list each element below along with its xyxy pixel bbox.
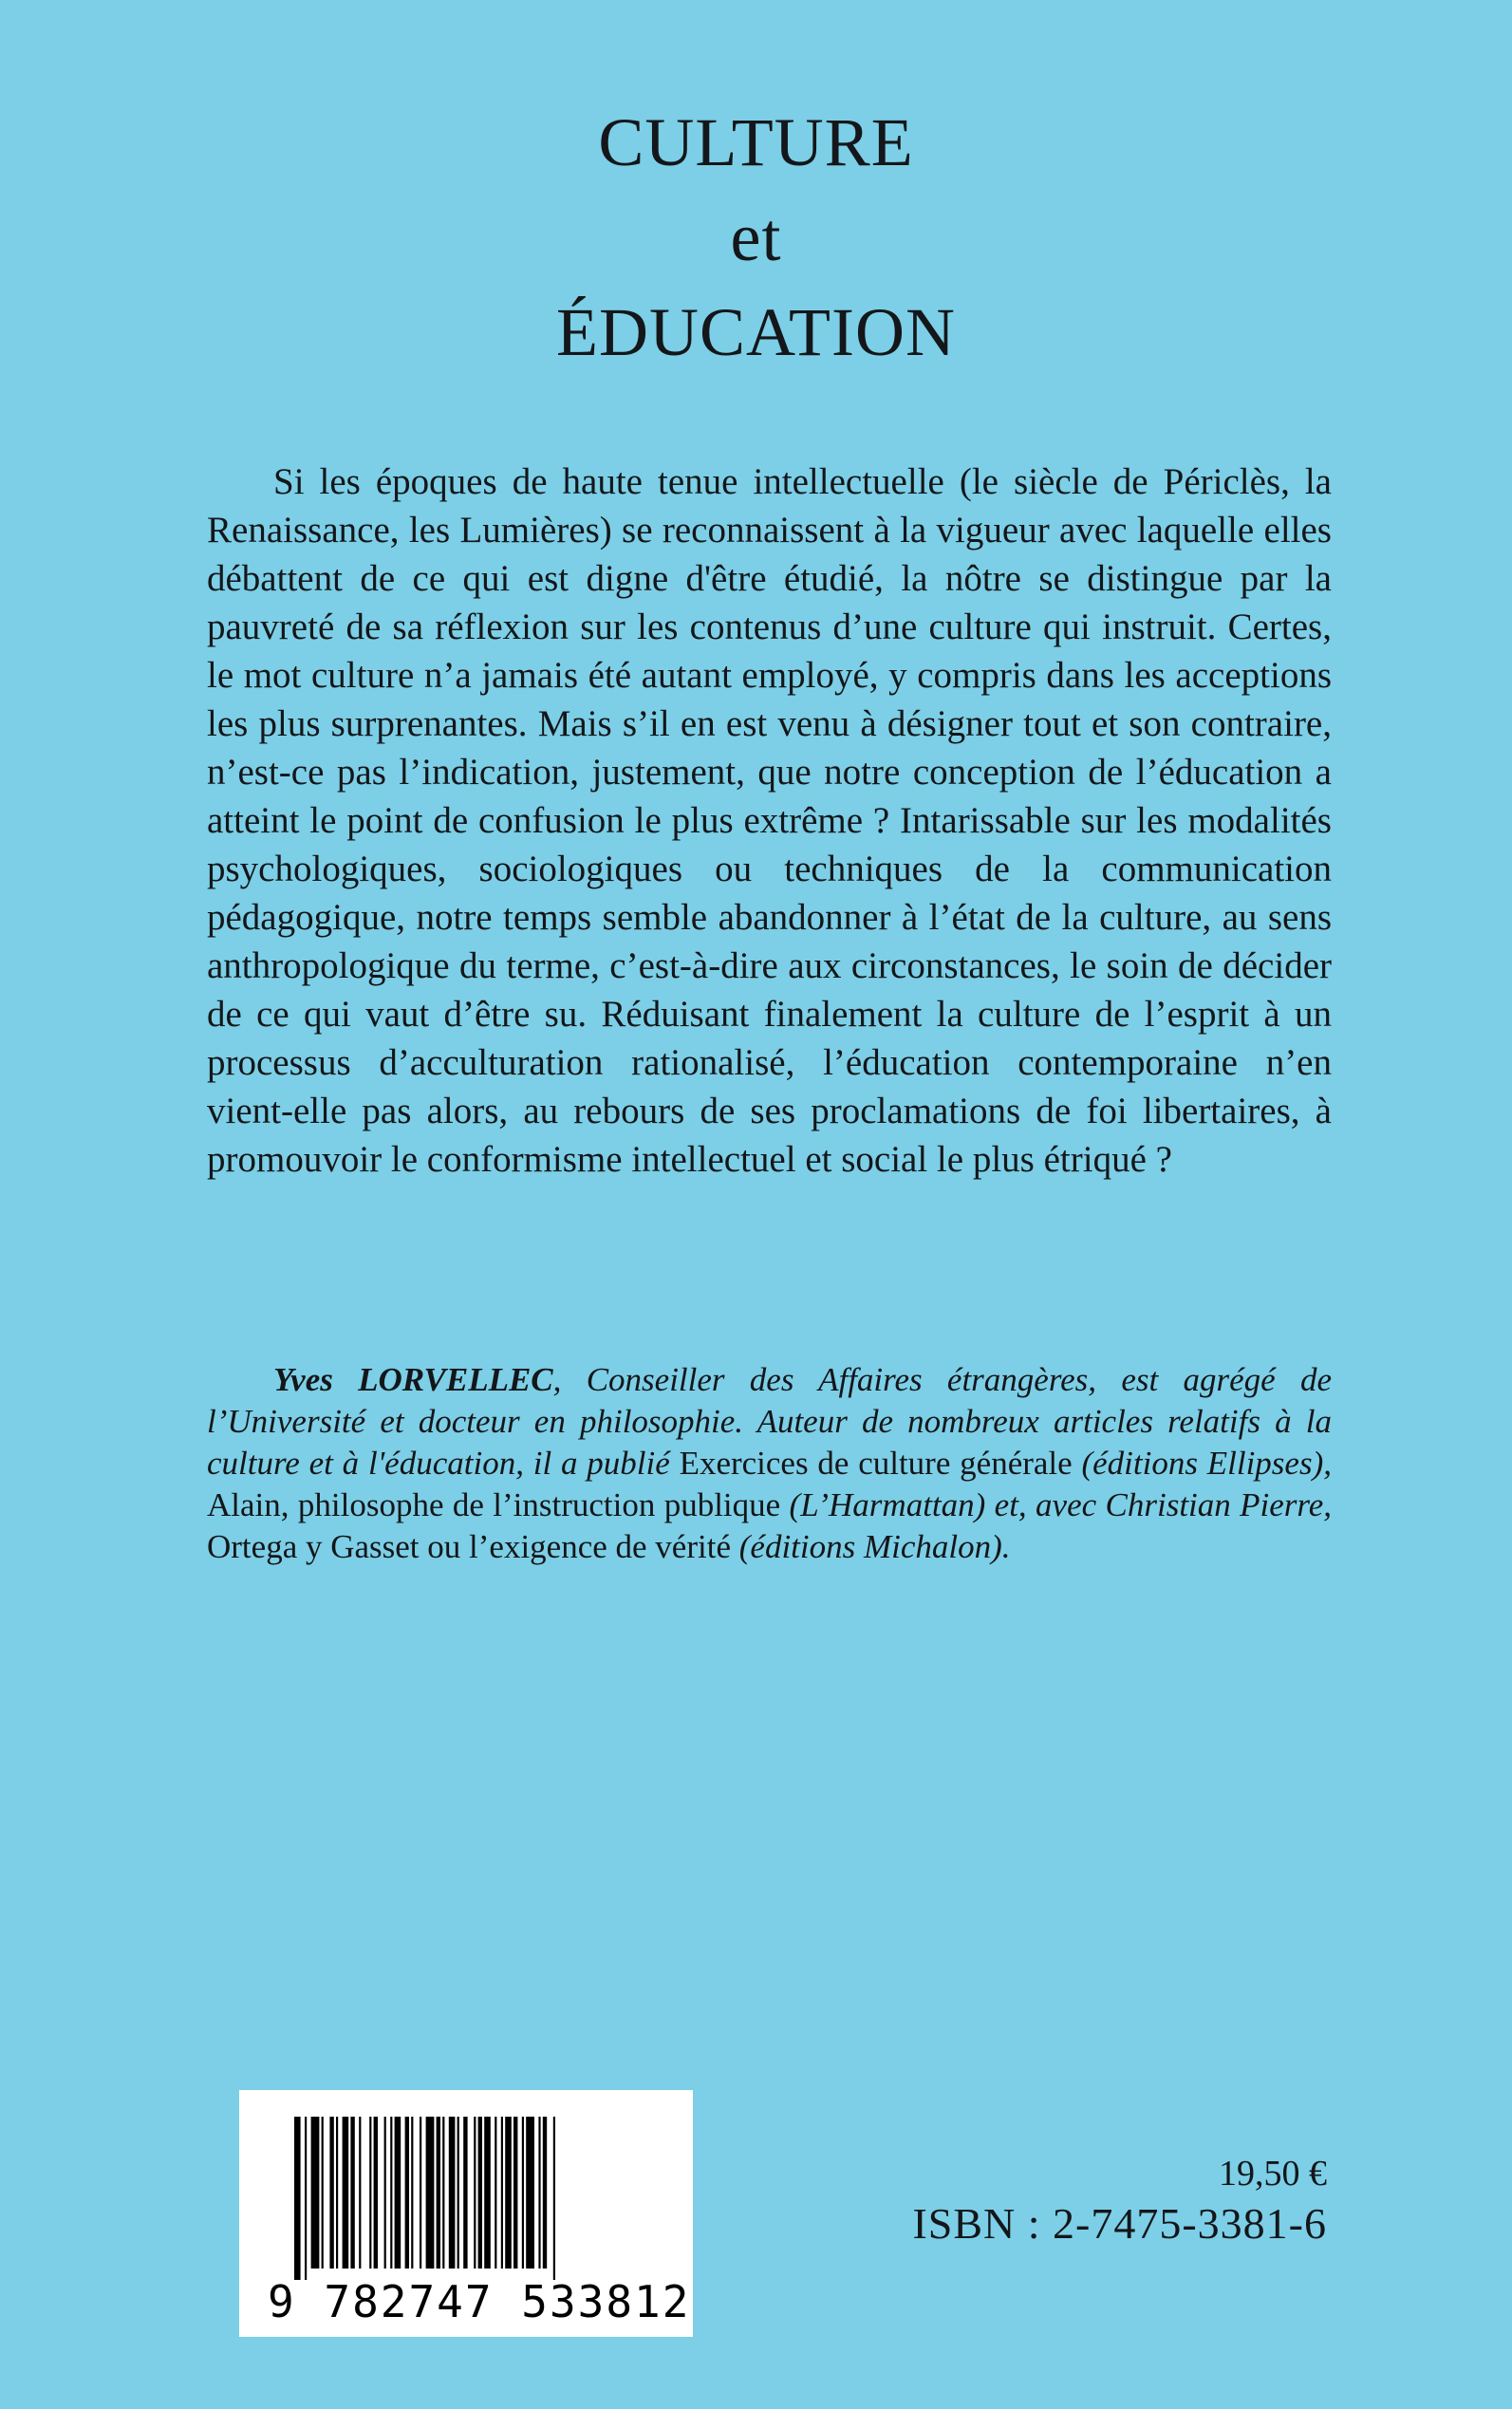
barcode-bar [420, 2117, 421, 2269]
publisher-3: (éditions Michalon). [731, 1528, 1011, 1565]
barcode-bar [442, 2117, 444, 2269]
barcode-bar [305, 2117, 307, 2280]
book-title-3: Ortega y Gasset ou l’exigence de vérité [207, 1528, 731, 1565]
barcode-bar [322, 2117, 324, 2269]
book-title [0, 95, 1512, 380]
barcode-bar [336, 2117, 338, 2269]
barcode-bar [526, 2117, 534, 2269]
publisher-2: (L’Harmattan) et, avec Christian Pierre, [780, 1486, 1332, 1523]
summary-paragraph: Si les époques de haute tenue intellectuelle (le siècle de Périclès, la Renaissance, les Lumières) se reconnaissent à la vigueur avec laquelle elles débattent de ce qui est digne d'être étudié, la nôtre se distingue par la pauvreté de sa réflexion sur les contenus d’une culture qui instruit. Certes, le mot culture n’a jamais été autant employé, y compris dans les acceptions les plus surprenantes. Mais s’il en est venu à désigner tout et son contraire, n’est-ce pas l’indication, justement, que notre conception de l’éducation a atteint le point de confusion le plus extrême ? Intarissable sur les modalités psychologiques, sociologiques ou techniques de la communication pédagogique, notre temps semble abandonner à l’état de la culture, au sens anthropologique du terme, c’est-à-dire aux circonstances, le soin de décider de ce qui vaut d’être su. Réduisant finalement la culture de l’esprit à un processus d’acculturation rationalisé, l’éducation contemporaine n’en vient-elle pas alors, au rebours de ses proclamations de foi libertaires, à promouvoir le conformisme intellectuel et social le plus étriqué ? [207, 461, 1332, 1180]
barcode-bar [543, 2117, 547, 2269]
author-name: Yves LORVELLEC [273, 1361, 553, 1398]
barcode-bar [437, 2117, 440, 2269]
barcode-bar [384, 2117, 386, 2269]
barcode-bar [343, 2117, 349, 2269]
barcode-bar [395, 2117, 401, 2269]
author-bio [207, 1359, 1332, 1568]
barcode-bar [474, 2117, 476, 2269]
barcode-bar [495, 2117, 496, 2269]
barcode-bar [449, 2117, 456, 2269]
barcode-bar [294, 2117, 301, 2280]
barcode-bar [426, 2117, 435, 2269]
barcode-bar [350, 2117, 354, 2269]
bio-text-1: , Conseiller des Affaires étrangères, est agrégé de l’Université et docteur en philosophie. Auteur de nombreux articles relatifs à la culture et à l'éducation, il a publié [207, 1361, 1332, 1482]
barcode-bar [329, 2117, 333, 2269]
barcode-bar [478, 2117, 482, 2269]
barcode-bar [411, 2117, 413, 2269]
barcode-bar [513, 2117, 517, 2269]
barcode-bar [369, 2117, 371, 2269]
barcode-bar [405, 2117, 409, 2269]
barcode-bar [553, 2117, 555, 2280]
title-line-culture: CULTURE [598, 104, 914, 180]
price: 19,50 € [1219, 2154, 1327, 2194]
barcode-digits: 9 782747 533812 [268, 2276, 691, 2327]
isbn: ISBN : 2-7475-3381-6 [912, 2199, 1327, 2248]
barcode-bar [311, 2117, 320, 2269]
barcode-bar [501, 2117, 503, 2269]
title-line-education: ÉDUCATION [556, 294, 956, 370]
book-title-2: Alain, philosophe de l’instruction publique [207, 1486, 781, 1523]
barcode-bar [374, 2117, 378, 2269]
barcode-bar [457, 2117, 459, 2269]
title-line-et: et [730, 199, 782, 275]
barcode-bar [463, 2117, 467, 2269]
barcode-bar [505, 2117, 512, 2269]
barcode-bar [359, 2117, 361, 2269]
barcode-bar [390, 2117, 392, 2269]
barcode-bar [484, 2117, 491, 2269]
book-title-1: Exercices de culture générale [679, 1445, 1073, 1482]
publisher-1: (éditions Ellipses), [1072, 1445, 1332, 1482]
barcode [239, 2090, 693, 2337]
barcode-bar [522, 2117, 524, 2269]
barcode-bar [538, 2117, 540, 2269]
